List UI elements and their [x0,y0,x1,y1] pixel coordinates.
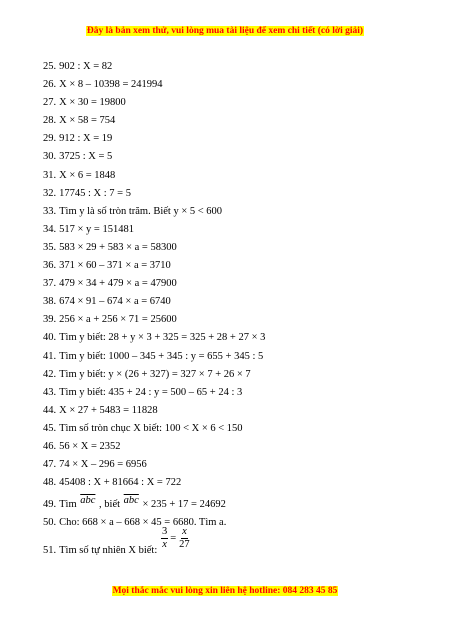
exercise-number: 49. [43,499,57,511]
exercise-item [43,438,423,456]
exercise-text: Tìm y biết: y × (26 + 327) = 327 × 7 + 26 × 7 [59,368,251,380]
exercise-item [43,474,423,492]
exercise-item [43,239,423,257]
exercise-item [43,203,423,221]
fraction-denominator: x [162,539,167,551]
exercise-item [43,384,423,402]
fraction-denominator: 27 [179,539,190,551]
exercise-number: 37. [43,278,57,290]
exercise-item [43,526,423,572]
exercise-text: Cho: 668 × a – 668 × 45 = 6680. Tìm a. [59,517,227,529]
exercise-number: 36. [43,260,57,272]
exercise-text: Tìm số tự nhiên X biết: [59,545,158,557]
exercise-text: X × 30 = 19800 [59,97,126,109]
exercise-number: 31. [43,169,57,181]
exercise-item [43,420,423,438]
exercise-number: 29. [43,133,57,145]
equals-sign: = [170,533,177,545]
exercise-item [43,492,423,514]
exercise-text: Tìm [59,499,77,511]
exercise-number: 32. [43,187,57,199]
exercise-text: 56 × X = 2352 [59,440,121,452]
exercise-text: 256 × a + 256 × 71 = 25600 [59,314,177,326]
exercise-item [43,148,423,166]
exercise-number: 48. [43,477,57,489]
exercise-number: 25. [43,61,57,72]
abc-overline: $\overline{abc}$ [123,495,139,507]
exercise-number: 43. [43,386,57,398]
exercise-item [43,366,423,384]
exercise-number: 42. [43,368,57,380]
exercise-number: 46. [43,440,57,452]
exercise-item [43,58,423,76]
exercise-item [43,293,423,311]
exercise-item [43,402,423,420]
exercise-number: 35. [43,241,57,253]
exercise-text: Tìm y biết: 1000 – 345 + 345 : y = 655 + 345 : 5 [59,350,264,362]
exercise-text: X × 58 = 754 [59,115,116,127]
exercise-text: , biết [99,499,121,511]
exercise-text: Tìm y là số tròn trăm. Biết y × 5 < 600 [59,205,223,217]
exercise-number: 33. [43,205,57,217]
exercise-text: Tìm y biết: 435 + 24 : y = 500 – 65 + 24 : 3 [59,386,243,398]
exercise-text: Tìm số tròn chục X biết: 100 < X × 6 < 150 [59,422,243,434]
exercise-text: X × 8 – 10398 = 241994 [59,79,163,91]
exercise-number: 44. [43,404,57,416]
exercise-number: 45. [43,422,57,434]
exercise-item [43,185,423,203]
fraction-numerator: x [182,526,187,538]
exercise-number: 28. [43,115,57,127]
exercise-number: 51. [43,545,57,557]
exercise-text: X × 6 = 1848 [59,169,116,181]
exercise-text: 45408 : X + 81664 : X = 722 [59,477,182,489]
exercise-number: 27. [43,97,57,109]
exercise-item [43,514,423,532]
exercise-item [43,94,423,112]
exercise-text: Tìm y biết: 28 + y × 3 + 325 = 325 + 28 + 27 × 3 [59,332,266,344]
exercise-number: 34. [43,223,57,235]
exercise-list [43,58,423,572]
exercise-text: × 235 + 17 = 24692 [142,499,226,511]
exercise-text: 902 : X = 82 [59,61,113,72]
exercise-item [43,348,423,366]
exercise-number: 41. [43,350,57,362]
fraction-equation [161,526,191,551]
exercise-item [43,221,423,239]
exercise-text: X × 27 + 5483 = 11828 [59,404,158,416]
exercise-number: 38. [43,296,57,308]
exercise-item [43,130,423,148]
exercise-text: 674 × 91 – 674 × a = 6740 [59,296,171,308]
exercise-number: 30. [43,151,57,163]
exercise-item [43,329,423,347]
fraction-numerator: 3 [162,526,168,538]
exercise-text: 74 × X – 296 = 6956 [59,459,147,471]
exercise-item [43,167,423,185]
header-notice: Đây là bản xem thử, vui lòng mua tài liệu để xem chi tiết (có lời giải) [86,26,364,36]
exercise-text: 912 : X = 19 [59,133,113,145]
exercise-text: 479 × 34 + 479 × a = 47900 [59,278,177,290]
exercise-number: 39. [43,314,57,326]
abc-overline: $\overline{abc}$ [80,495,96,507]
exercise-item [43,456,423,474]
exercise-item [43,311,423,329]
exercise-text: 583 × 29 + 583 × a = 58300 [59,241,177,253]
exercise-text: 3725 : X = 5 [59,151,113,163]
exercise-text: 371 × 60 – 371 × a = 3710 [59,260,171,272]
footer-notice: Mọi thắc mắc vui lòng xin liên hệ hotline: 084 283 45 85 [112,586,338,596]
exercise-item [43,257,423,275]
exercise-item [43,275,423,293]
exercise-number: 40. [43,332,57,344]
exercise-number: 26. [43,79,57,91]
fraction [178,526,191,551]
exercise-text: 17745 : X : 7 = 5 [59,187,131,199]
exercise-number: 50. [43,517,57,529]
exercise-number: 47. [43,459,57,471]
fraction [161,526,168,551]
exercise-item [43,112,423,130]
exercise-text: 517 × y = 151481 [59,223,134,235]
exercise-item [43,76,423,94]
